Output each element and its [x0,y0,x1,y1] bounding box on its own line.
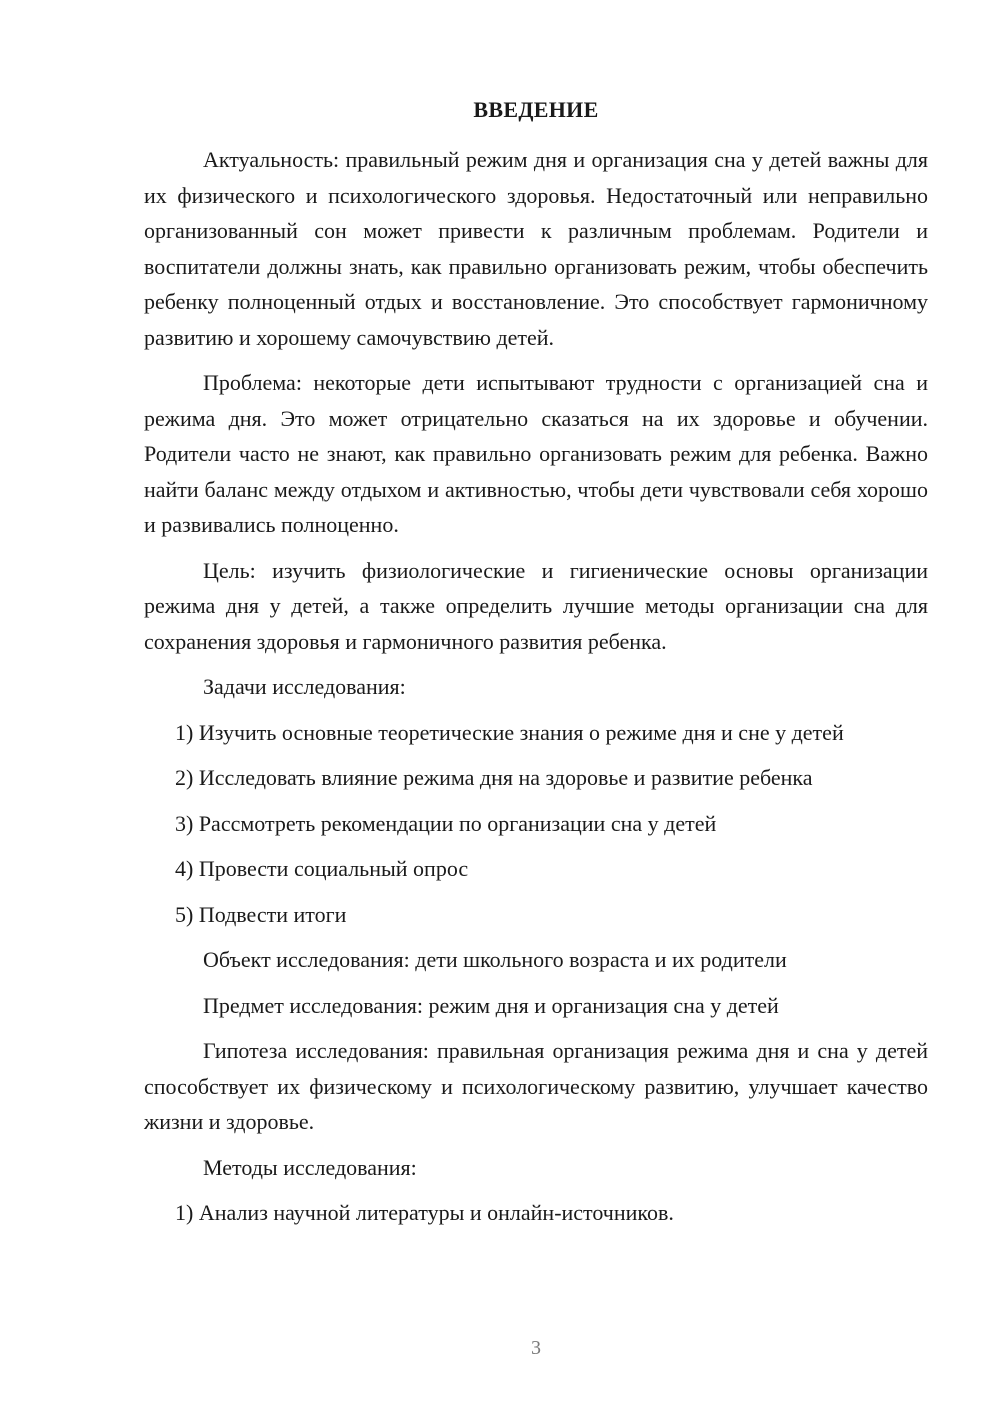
methods-heading: Методы исследования: [203,1154,417,1180]
page-number: 3 [531,1337,541,1359]
research-object: Объект исследования: дети школьного возраста и их родители [203,947,787,972]
research-subject: Предмет исследования: режим дня и организация сна у детей [203,992,779,1018]
hypothesis-paragraph: Гипотеза исследования: правильная организация режима дня и сна у детей способствует их физическому и психологическому развитию, улучшает качество жизни и здоровье. [144,1038,928,1134]
method-item: 1) Анализ научной литературы и онлайн-источников. [175,1200,674,1225]
goal-paragraph: Цель: изучить физиологические и гигиенические основы организации режима дня у детей, а также определить лучшие методы организации сна для сохранения здоровья и гармоничного развития ребенка. [144,557,928,654]
task-item: 3) Рассмотреть рекомендации по организации сна у детей [175,810,717,836]
task-item: 2) Исследовать влияние режима дня на здоровье и развитие ребенка [175,765,813,790]
document-body [144,142,928,1241]
tasks-heading: Задачи исследования: [203,674,406,699]
task-item: 5) Подвести итоги [175,901,347,927]
problem-paragraph: Проблема: некоторые дети испытывают трудности с организацией сна и режима дня. Это может отрицательно сказаться на их здоровье и обучении. Родители часто не знают, как правильно организовать режим для ребенка. Важно найти баланс между отдыхом и активностью, чтобы дети чувствовали себя хорошо и развивались полноценно. [144,370,928,537]
relevance-paragraph: Актуальность: правильный режим дня и организация сна у детей важны для их физического и психологического здоровья. Недостаточный или неправильно организованный сон может привести к различным проблемам. Родители и воспитатели должны знать, как правильно организовать режим, чтобы обеспечить ребенку полноценный отдых и восстановление. Это способствует гармоничному развитию и хорошему самочувствию детей. [144,147,928,350]
task-item: 1) Изучить основные теоретические знания о режиме дня и сне у детей [175,719,844,745]
page-title: ВВЕДЕНИЕ [473,97,599,122]
task-item: 4) Провести социальный опрос [175,856,469,881]
